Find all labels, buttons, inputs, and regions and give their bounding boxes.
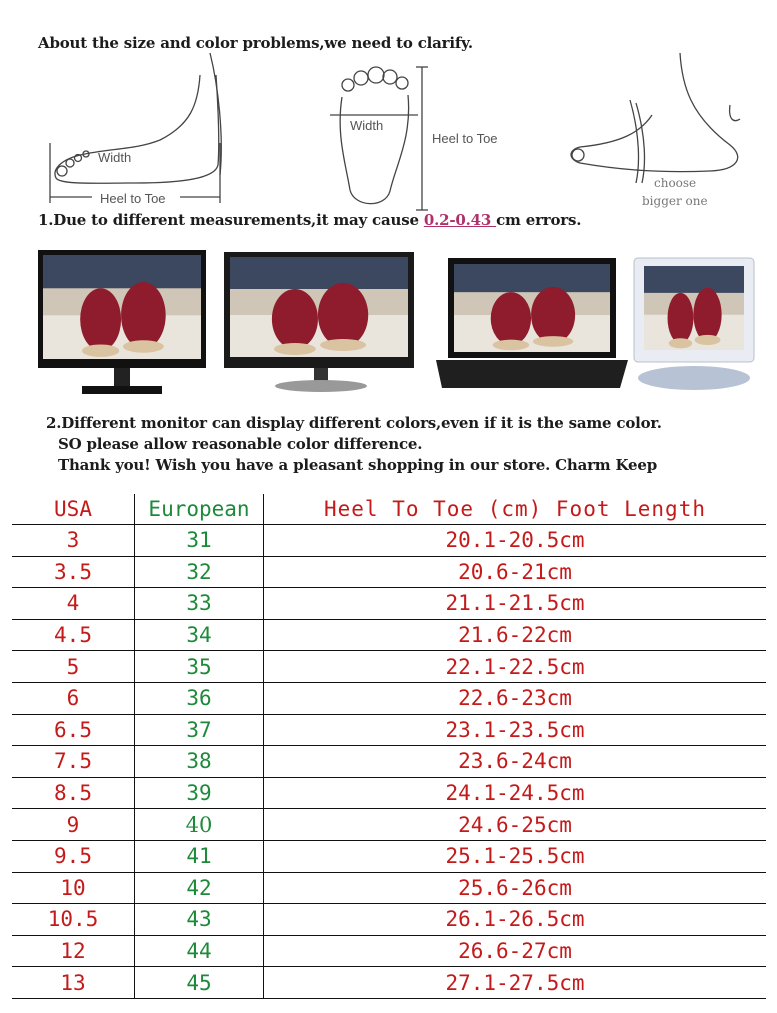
eu-size: 39 — [135, 777, 264, 809]
foot-length: 20.6-21cm — [264, 556, 767, 588]
measurement-note-before: 1.Due to different measurements,it may cause — [38, 211, 424, 229]
usa-size: 3 — [12, 525, 135, 557]
color-note-line-1: 2.Different monitor can display different colors,even if it is the same color. — [46, 414, 662, 432]
table-row — [12, 967, 766, 999]
foot-length: 26.1-26.5cm — [264, 904, 767, 936]
table-row — [12, 619, 766, 651]
foot-length: 23.1-23.5cm — [264, 714, 767, 746]
usa-size: 12 — [12, 935, 135, 967]
table-row — [12, 872, 766, 904]
eu-size: 34 — [135, 619, 264, 651]
foot-length: 21.1-21.5cm — [264, 588, 767, 620]
european-header: European — [135, 494, 264, 525]
eu-size: 33 — [135, 588, 264, 620]
usa-size: 8.5 — [12, 777, 135, 809]
eu-size: 40 — [135, 809, 264, 841]
foot-length: 27.1-27.5cm — [264, 967, 767, 999]
eu-size: 36 — [135, 682, 264, 714]
intro-text: About the size and color problems,we need to clarify. — [38, 34, 473, 52]
eu-size: 43 — [135, 904, 264, 936]
sole-width-label: Width — [350, 118, 384, 133]
crt-monitor — [634, 258, 754, 390]
foot-length: 24.6-25cm — [264, 809, 767, 841]
side-foot-sketch — [50, 53, 221, 206]
color-note-line-2: SO please allow reasonable color difference. — [58, 435, 423, 453]
foot-length: 23.6-24cm — [264, 746, 767, 778]
sole-heel-label: Heel to Toe — [432, 131, 498, 146]
measurement-note-after: cm errors. — [496, 211, 582, 229]
monitors-illustration — [38, 250, 758, 400]
monitor-1 — [38, 250, 206, 394]
table-row — [12, 746, 766, 778]
table-row — [12, 935, 766, 967]
foot-measurement-diagram — [40, 45, 760, 215]
table-row — [12, 714, 766, 746]
foot-length: 21.6-22cm — [264, 619, 767, 651]
eu-size: 44 — [135, 935, 264, 967]
foot-length: 25.6-26cm — [264, 872, 767, 904]
sole-foot-sketch — [330, 67, 498, 210]
color-note — [46, 413, 662, 476]
usa-size: 10 — [12, 872, 135, 904]
usa-size: 5 — [12, 651, 135, 683]
eu-size: 37 — [135, 714, 264, 746]
eu-size: 35 — [135, 651, 264, 683]
size-chart-table — [12, 494, 766, 999]
table-row — [12, 904, 766, 936]
table-row — [12, 651, 766, 683]
foot-length-header: Heel To Toe (cm) Foot Length — [264, 494, 767, 525]
usa-size: 4.5 — [12, 619, 135, 651]
usa-size: 6 — [12, 682, 135, 714]
table-row — [12, 809, 766, 841]
laptop — [436, 258, 628, 388]
usa-size: 6.5 — [12, 714, 135, 746]
usa-size: 13 — [12, 967, 135, 999]
color-note-line-3: Thank you! Wish you have a pleasant shopping in our store. Charm Keep — [58, 456, 657, 474]
foot-length: 24.1-24.5cm — [264, 777, 767, 809]
usa-size: 7.5 — [12, 746, 135, 778]
foot-length: 22.1-22.5cm — [264, 651, 767, 683]
usa-size: 9 — [12, 809, 135, 841]
choose-bigger-sketch — [571, 53, 740, 208]
choose-label: choose — [654, 176, 697, 190]
usa-size: 3.5 — [12, 556, 135, 588]
foot-length: 22.6-23cm — [264, 682, 767, 714]
side-width-label: Width — [98, 150, 132, 165]
error-range-highlight: 0.2-0.43 — [423, 211, 497, 229]
eu-size: 31 — [135, 525, 264, 557]
eu-size: 45 — [135, 967, 264, 999]
foot-length: 20.1-20.5cm — [264, 525, 767, 557]
measurement-note — [38, 211, 581, 229]
foot-length: 26.6-27cm — [264, 935, 767, 967]
foot-length: 25.1-25.5cm — [264, 840, 767, 872]
table-row — [12, 588, 766, 620]
side-heel-label: Heel to Toe — [100, 191, 166, 206]
usa-header: USA — [12, 494, 135, 525]
table-row — [12, 682, 766, 714]
usa-size: 10.5 — [12, 904, 135, 936]
table-row — [12, 556, 766, 588]
table-row — [12, 777, 766, 809]
usa-size: 9.5 — [12, 840, 135, 872]
eu-size: 41 — [135, 840, 264, 872]
table-row — [12, 840, 766, 872]
bigger-one-label: bigger one — [642, 194, 708, 208]
table-row — [12, 525, 766, 557]
eu-size: 32 — [135, 556, 264, 588]
eu-size: 38 — [135, 746, 264, 778]
usa-size: 4 — [12, 588, 135, 620]
monitor-2 — [224, 252, 414, 392]
eu-size: 42 — [135, 872, 264, 904]
table-header-row — [12, 494, 766, 525]
